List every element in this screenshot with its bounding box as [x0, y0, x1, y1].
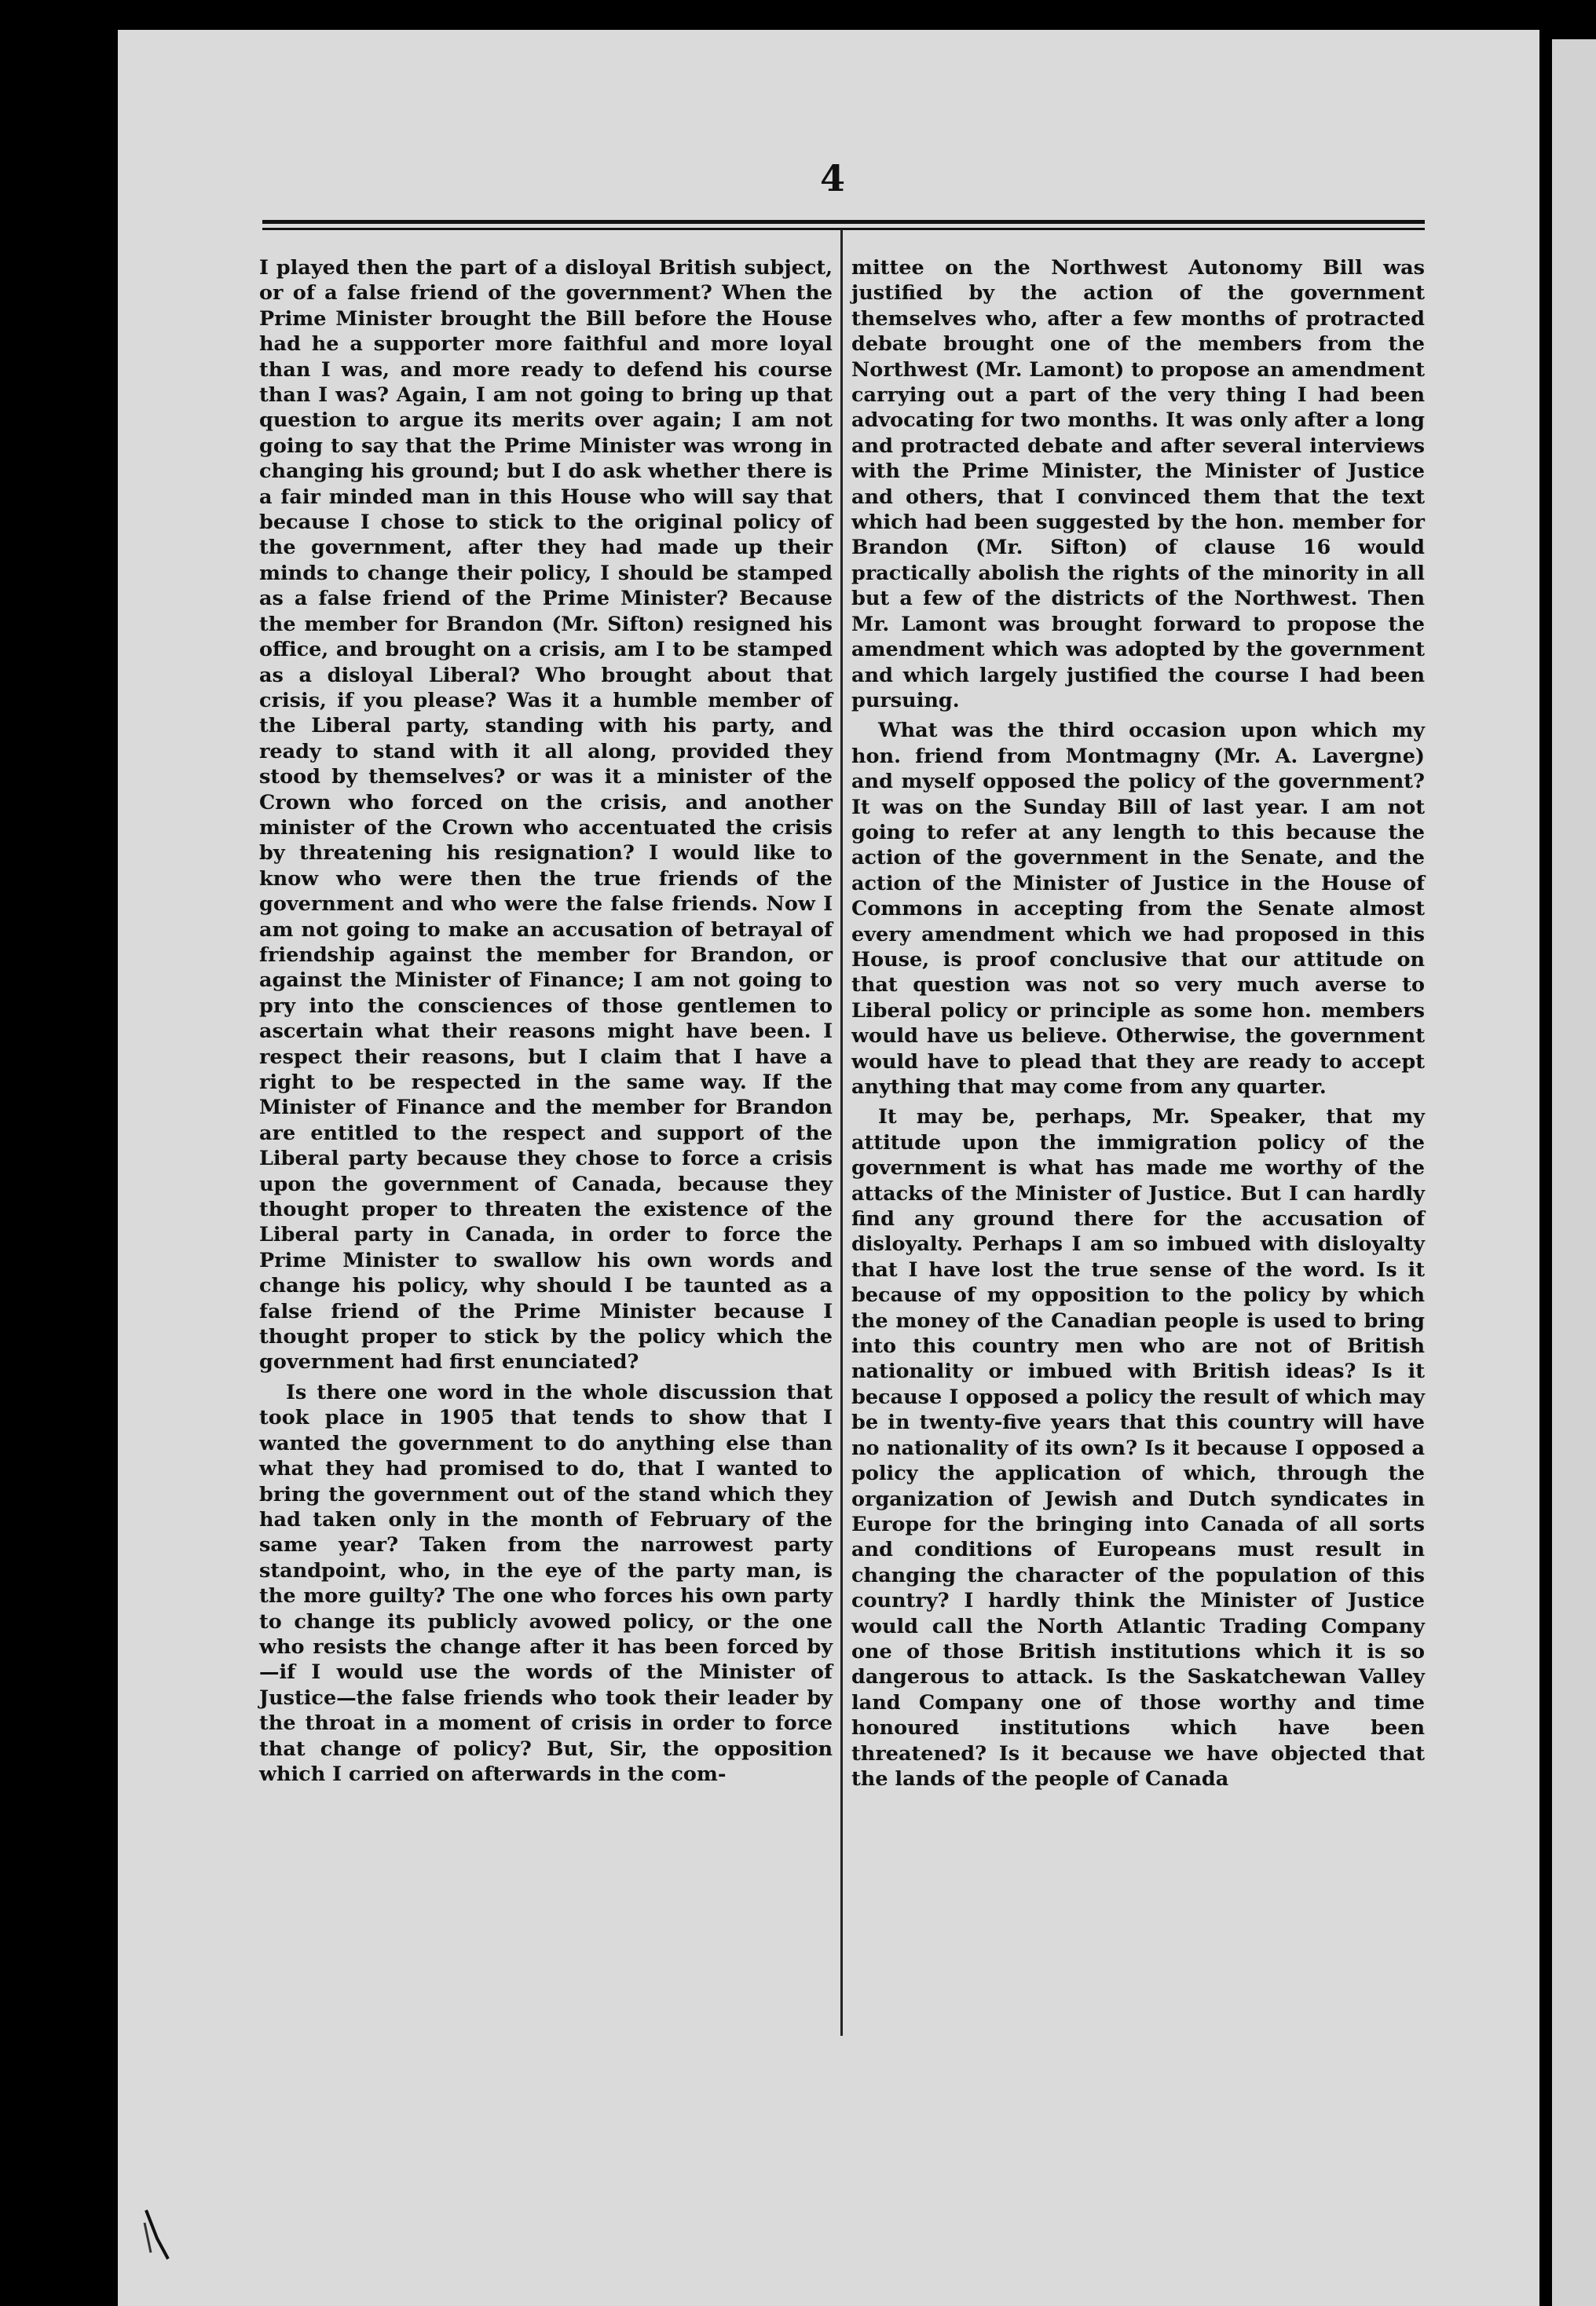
right-column	[851, 255, 1425, 1792]
header-rule-thick	[262, 220, 1425, 224]
paragraph: I played then the part of a disloyal British subject, or of a false friend of the government? When the Prime Minister brought the Bill before the House had he a supporter more faithful and more loyal than I was, and more ready to defend his course than I was? Again, I am not going to bring up that question to argue its merits over again; I am not going to say that the Prime Minister was wrong in changing his ground; but I do ask whether there is a fair minded man in this House who will say that because I chose to stick to the original policy of the government, after they had made up their minds to change their policy, I should be stamped as a false friend of the Prime Minister? Because the member for Brandon (Mr. Sifton) resigned his office, and brought on a crisis, am I to be stamped as a disloyal Liberal? Who brought about that crisis, if you please? Was it a humble member of the Liberal party, standing with his party, and ready to stand with it all along, provided they stood by themselves? or was it a minister of the Crown who forced on the crisis, and another minister of the Crown who accentuated the crisis by threatening his resignation? I would like to know who were then the true friends of the government and who were the false friends. Now I am not going to make an accusation of betrayal of friendship against the member for Brandon, or against the Minister of Finance; I am not going to pry into the consciences of those gentlemen to ascertain what their reasons might have been. I respect their reasons, but I claim that I have a right to be respected in the same way. If the Minister of Finance and the member for Brandon are entitled to the respect and support of the Liberal party because they chose to force a crisis upon the government of Canada, because they thought proper to threaten the existence of the Liberal party in Canada, in order to force the Prime Minister to swallow his own words and change his policy, why should I be taunted as a false friend of the Prime Minister because I thought proper to stick by the policy which the government had first enunciated?	[259, 256, 833, 1374]
column-divider	[840, 229, 843, 2036]
paragraph: Is there one word in the whole discussion that took place in 1905 that tends to show that I wanted the government to do anything else than what they had promised to do, that I wanted to bring the government out of the stand which they had taken only in the month of February of the same year? Taken from the narrowest party standpoint, who, in the eye of the party man, is the more guilty? The one who forces his own party to change its publicly avowed policy, or the one who resists the change after it has been forced by—if I would use the words of the Minister of Justice—the false friends who took their leader by the throat in a moment of crisis in order to force that change of policy? But, Sir, the opposition which I carried on afterwards in the com-	[259, 1380, 833, 1786]
adjacent-page-edge	[1552, 39, 1596, 2306]
page-number: 4	[819, 157, 845, 199]
paragraph: What was the third occasion upon which my hon. friend from Montmagny (Mr. A. Lavergne) and myself opposed the policy of the government? It was on the Sunday Bill of last year. I am not going to refer at any length to this because the action of the government in the Senate, and the action of the Minister of Justice in the House of Commons in accepting from the Senate almost every amendment which we had proposed in this House, is proof conclusive that our attitude on that question was not so very much averse to Liberal policy or principle as some hon. members would have us believe. Otherwise, the government would have to plead that they are ready to accept anything that may come from any quarter.	[851, 719, 1425, 1099]
paragraph: mittee on the Northwest Autonomy Bill was justified by the action of the government themselves who, after a few months of protracted debate brought one of the members from the Northwest (Mr. Lamont) to propose an amendment carrying out a part of the very thing I had been advocating for two months. It was only after a long and protracted debate and after several interviews with the Prime Minister, the Minister of Justice and others, that I convinced them that the text which had been suggested by the hon. member for Brandon (Mr. Sifton) of clause 16 would practically abolish the rights of the minority in all but a few of the districts of the Northwest. Then Mr. Lamont was brought forward to propose the amendment which was adopted by the government and which largely justified the course I had been pursuing.	[851, 256, 1425, 712]
left-column	[259, 255, 833, 1787]
header-rule-thin	[262, 228, 1425, 230]
page-corner-scratch	[141, 2207, 173, 2262]
paragraph: It may be, perhaps, Mr. Speaker, that my attitude upon the immigration policy of the government is what has made me worthy of the attacks of the Minister of Justice. But I can hardly find any ground there for the accusation of disloyalty. Perhaps I am so imbued with disloyalty that I have lost the true sense of the word. Is it because of my opposition to the policy by which the money of the Canadian people is used to bring into this country men who are not of British nationality or imbued with British ideas? Is it because I opposed a policy the result of which may be in twenty-five years that this country will have no nationality of its own? Is it because I opposed a policy the application of which, through the organization of Jewish and Dutch syndicates in Europe for the bringing into Canada of all sorts and conditions of Europeans must result in changing the character of the population of this country? I hardly think the Minister of Justice would call the North Atlantic Trading Company one of those British institutions which it is so dangerous to attack. Is the Saskatchewan Valley land Company one of those worthy and time honoured institutions which have been threatened? Is it because we have objected that the lands of the people of Canada	[851, 1105, 1425, 1791]
